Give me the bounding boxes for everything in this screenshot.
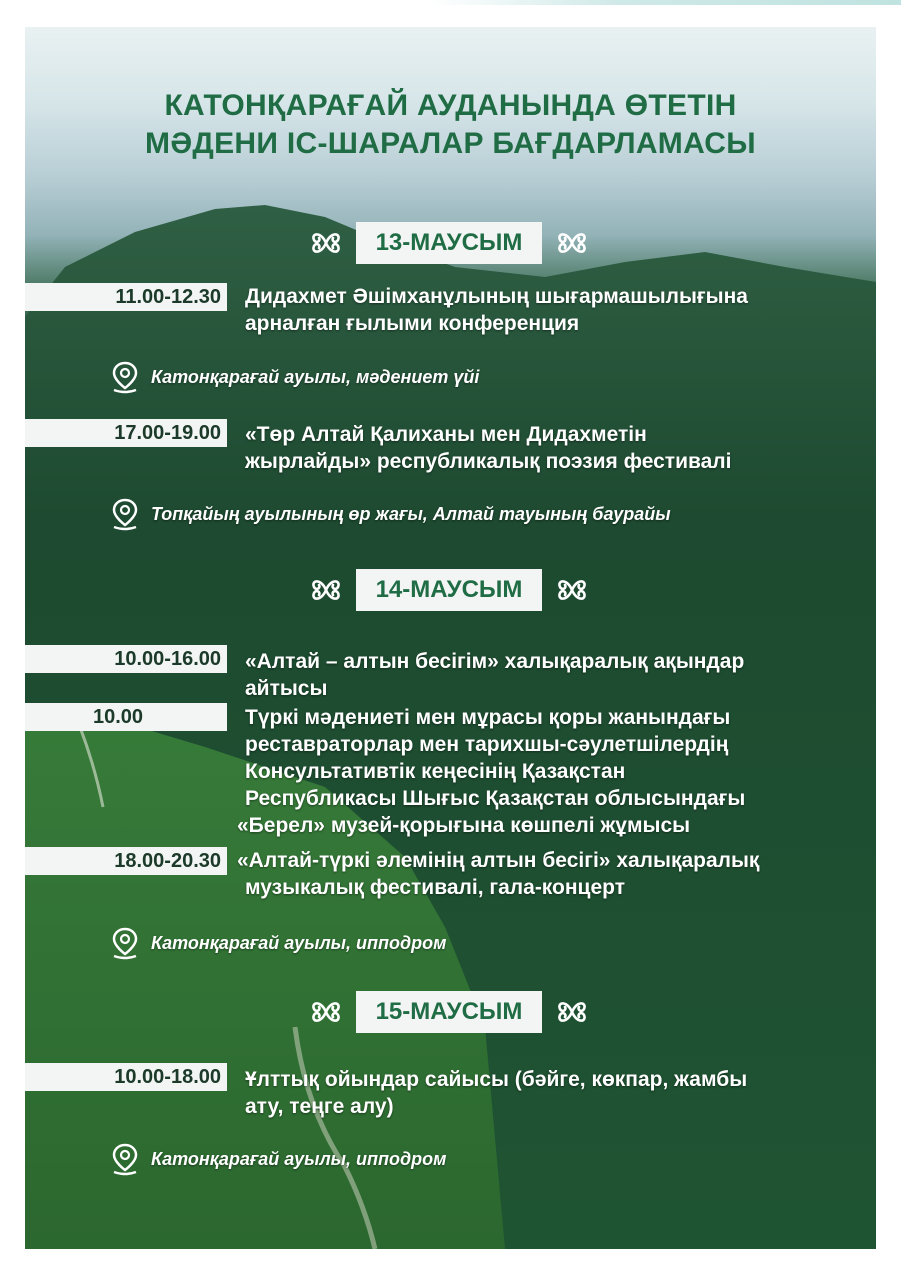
location-pin-icon [110,927,140,961]
event-title-line: Консультативтік кеңесінің Қазақстан [245,760,626,783]
event-title [237,847,857,901]
event-title-line: реставраторлар мен тарихшы-сәулетшілердің [245,733,729,756]
event-title [245,1066,865,1120]
event-poster [25,27,876,1249]
title-line-2: МӘДЕНИ ІС-ШАРАЛАР БАҒДАРЛАМАСЫ [145,127,756,160]
event-title-line: ату, теңге алу) [245,1095,394,1118]
event-time: 10.00-16.00 [25,645,227,673]
event-time: 10.00-18.00 [25,1063,227,1091]
event-title-line: арналған ғылыми конференция [245,312,580,335]
day-header-15 [25,991,876,1033]
event-time: 10.00 [25,703,227,731]
event-title [245,283,865,337]
event-title-line: музыкалық фестивалі, гала-концерт [245,876,625,899]
event-time: 11.00-12.30 [25,283,227,311]
kazakh-ornament-icon [309,227,343,259]
title-line-1: КАТОНҚАРАҒАЙ АУДАНЫНДА ӨТЕТІН [164,89,737,122]
location-text: Катонқарағай ауылы, ипподром [151,933,447,953]
kazakh-ornament-icon [555,996,589,1028]
day-label: 13-МАУСЫМ [356,222,542,264]
kazakh-ornament-icon [309,996,343,1028]
day-header-13 [25,222,876,264]
location-pin-icon [110,1143,140,1177]
event-title-line: Түркі мәдениеті мен мұрасы қоры жанындағы [245,706,731,729]
event-title-line: Республикасы Шығыс Қазақстан облысындағы [245,787,746,810]
event-title-line: «Төр Алтай Қалиханы мен Дидахметін [245,423,647,446]
location-text: Топқайың ауылының өр жағы, Алтай тауының баурайы [151,504,671,524]
event-time: 17.00-19.00 [25,419,227,447]
event-title [237,704,865,839]
event-title-line: Дидахмет Әшімханұлының шығармашылығына [245,285,748,308]
location-pin-icon [110,361,140,395]
event-title-line: «Алтай – алтын бесігім» халықаралық ақындар [245,650,745,673]
day-label: 14-МАУСЫМ [356,569,542,611]
location-pin-icon [110,498,140,532]
event-title-line: «Берел» музей-қорығына көшпелі жұмысы [237,814,691,837]
event-time: 18.00-20.30 [25,847,227,875]
event-title-line: «Алтай-түркі әлемінің алтын бесігі» халықаралық [237,849,760,872]
location-text: Катонқарағай ауылы, мәдениет үйі [151,367,480,387]
kazakh-ornament-icon [555,574,589,606]
event-title-line: Ұлттық ойындар сайысы (бәйге, көкпар, жамбы [245,1068,748,1091]
event-title [245,648,865,702]
location-text: Катонқарағай ауылы, ипподром [151,1149,447,1169]
event-location [110,498,810,532]
day-header-14 [25,569,876,611]
event-location [110,361,810,395]
event-location [110,927,810,961]
page-title [25,87,876,163]
event-title-line: айтысы [245,677,328,700]
kazakh-ornament-icon [309,574,343,606]
top-accent-rule [430,0,901,5]
event-title [245,421,865,475]
day-label: 15-МАУСЫМ [356,991,542,1033]
event-location [110,1143,810,1177]
kazakh-ornament-icon [555,227,589,259]
event-title-line: жырлайды» республикалық поэзия фестивалі [245,450,732,473]
